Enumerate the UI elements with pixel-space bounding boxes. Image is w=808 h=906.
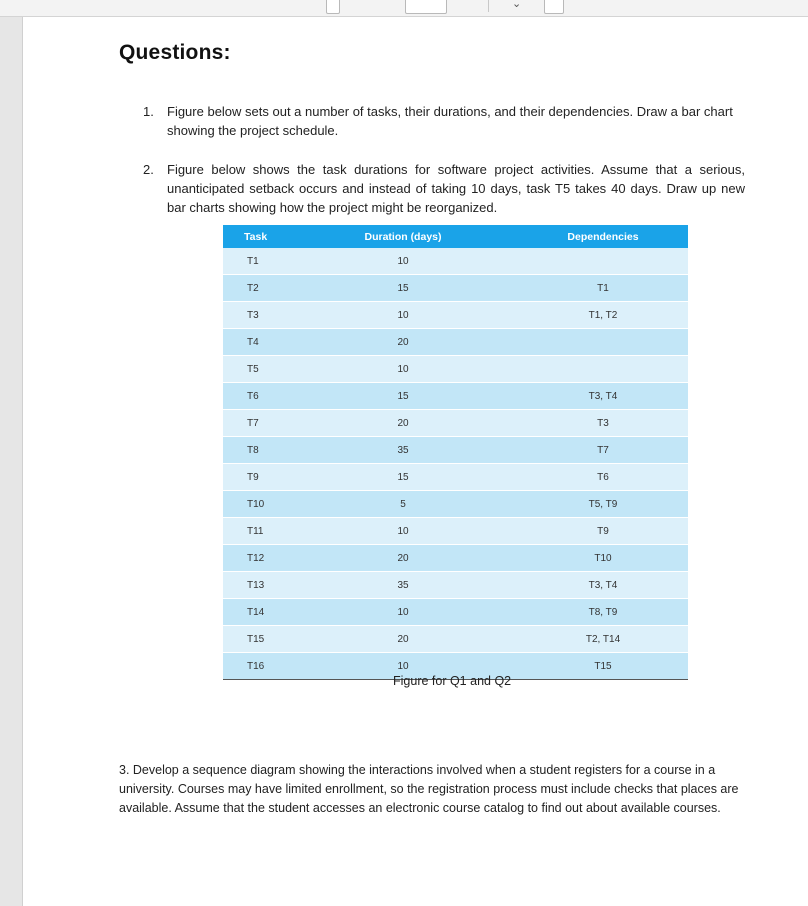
cell-task: T1 [223,248,288,275]
cell-duration: 15 [288,464,518,491]
page-number-field[interactable] [405,0,447,14]
table-row [223,464,688,491]
cell-task: T9 [223,464,288,491]
table-row [223,356,688,383]
cell-task: T10 [223,491,288,518]
cell-task: T13 [223,572,288,599]
toolbar-separator [488,0,489,12]
cell-dependencies: T3 [518,410,688,437]
header-task: Task [223,225,288,248]
cell-duration: 20 [288,626,518,653]
question-2 [143,160,745,217]
cell-dependencies: T15 [518,653,688,680]
cell-dependencies: T5, T9 [518,491,688,518]
zoom-icon[interactable]: ⌄ [512,0,522,10]
cell-duration: 35 [288,437,518,464]
table-row [223,302,688,329]
cell-task: T5 [223,356,288,383]
table-row [223,275,688,302]
table-row [223,410,688,437]
header-duration: Duration (days) [288,225,518,248]
figure-caption: Figure for Q1 and Q2 [393,674,512,688]
cell-dependencies: T10 [518,545,688,572]
cell-duration: 10 [288,248,518,275]
table-row [223,518,688,545]
table-header-row [223,225,688,248]
task-table [223,225,688,680]
cell-duration: 10 [288,653,518,680]
question-number: 1. [143,104,154,119]
cell-duration: 5 [288,491,518,518]
cell-dependencies: T9 [518,518,688,545]
table-row [223,626,688,653]
question-text: Figure below shows the task durations for software project activities. Assume that a serious, unanticipated setback occurs and instead of taking 10 days, task T5 takes 40 days. Draw up new bar charts showing how the project might be reorganized. [167,162,745,215]
table-row [223,545,688,572]
cell-duration: 20 [288,545,518,572]
question-number: 2. [143,162,154,177]
document-page [22,17,808,906]
cell-duration: 35 [288,572,518,599]
cell-dependencies: T7 [518,437,688,464]
page-heading: Questions: [119,41,231,64]
cell-dependencies [518,248,688,275]
cell-duration: 20 [288,329,518,356]
cell-task: T8 [223,437,288,464]
cell-dependencies: T1, T2 [518,302,688,329]
toolbar-button[interactable] [544,0,564,14]
table-row [223,248,688,275]
cell-task: T4 [223,329,288,356]
question-3: 3. Develop a sequence diagram showing the interactions involved when a student registers for a course in a university. Courses may have limited enrollment, so the registration process must include checks that places are available. Assume that the student accesses an electronic course catalog to find out about available courses. [119,763,739,815]
cell-dependencies: T8, T9 [518,599,688,626]
table-row [223,491,688,518]
cell-dependencies: T3, T4 [518,383,688,410]
cell-task: T12 [223,545,288,572]
cell-dependencies: T3, T4 [518,572,688,599]
question-text: Figure below sets out a number of tasks, their durations, and their dependencies. Draw a bar chart showing the project schedule. [167,104,733,138]
cell-duration: 10 [288,302,518,329]
cell-task: T2 [223,275,288,302]
cell-dependencies: T2, T14 [518,626,688,653]
cell-task: T7 [223,410,288,437]
cell-dependencies [518,356,688,383]
header-dependencies: Dependencies [518,225,688,248]
cell-duration: 15 [288,275,518,302]
cell-task: T15 [223,626,288,653]
table-row [223,437,688,464]
cell-task: T6 [223,383,288,410]
question-1 [143,102,745,140]
cell-duration: 10 [288,518,518,545]
toolbar-button[interactable] [326,0,340,14]
cell-task: T11 [223,518,288,545]
table-row [223,599,688,626]
cell-task: T16 [223,653,288,680]
table-row [223,572,688,599]
viewer-toolbar [0,0,808,17]
cell-dependencies: T1 [518,275,688,302]
table-row [223,383,688,410]
cell-duration: 10 [288,356,518,383]
cell-duration: 20 [288,410,518,437]
cell-duration: 15 [288,383,518,410]
cell-dependencies: T6 [518,464,688,491]
cell-duration: 10 [288,599,518,626]
cell-dependencies [518,329,688,356]
cell-task: T14 [223,599,288,626]
table-row [223,329,688,356]
cell-task: T3 [223,302,288,329]
